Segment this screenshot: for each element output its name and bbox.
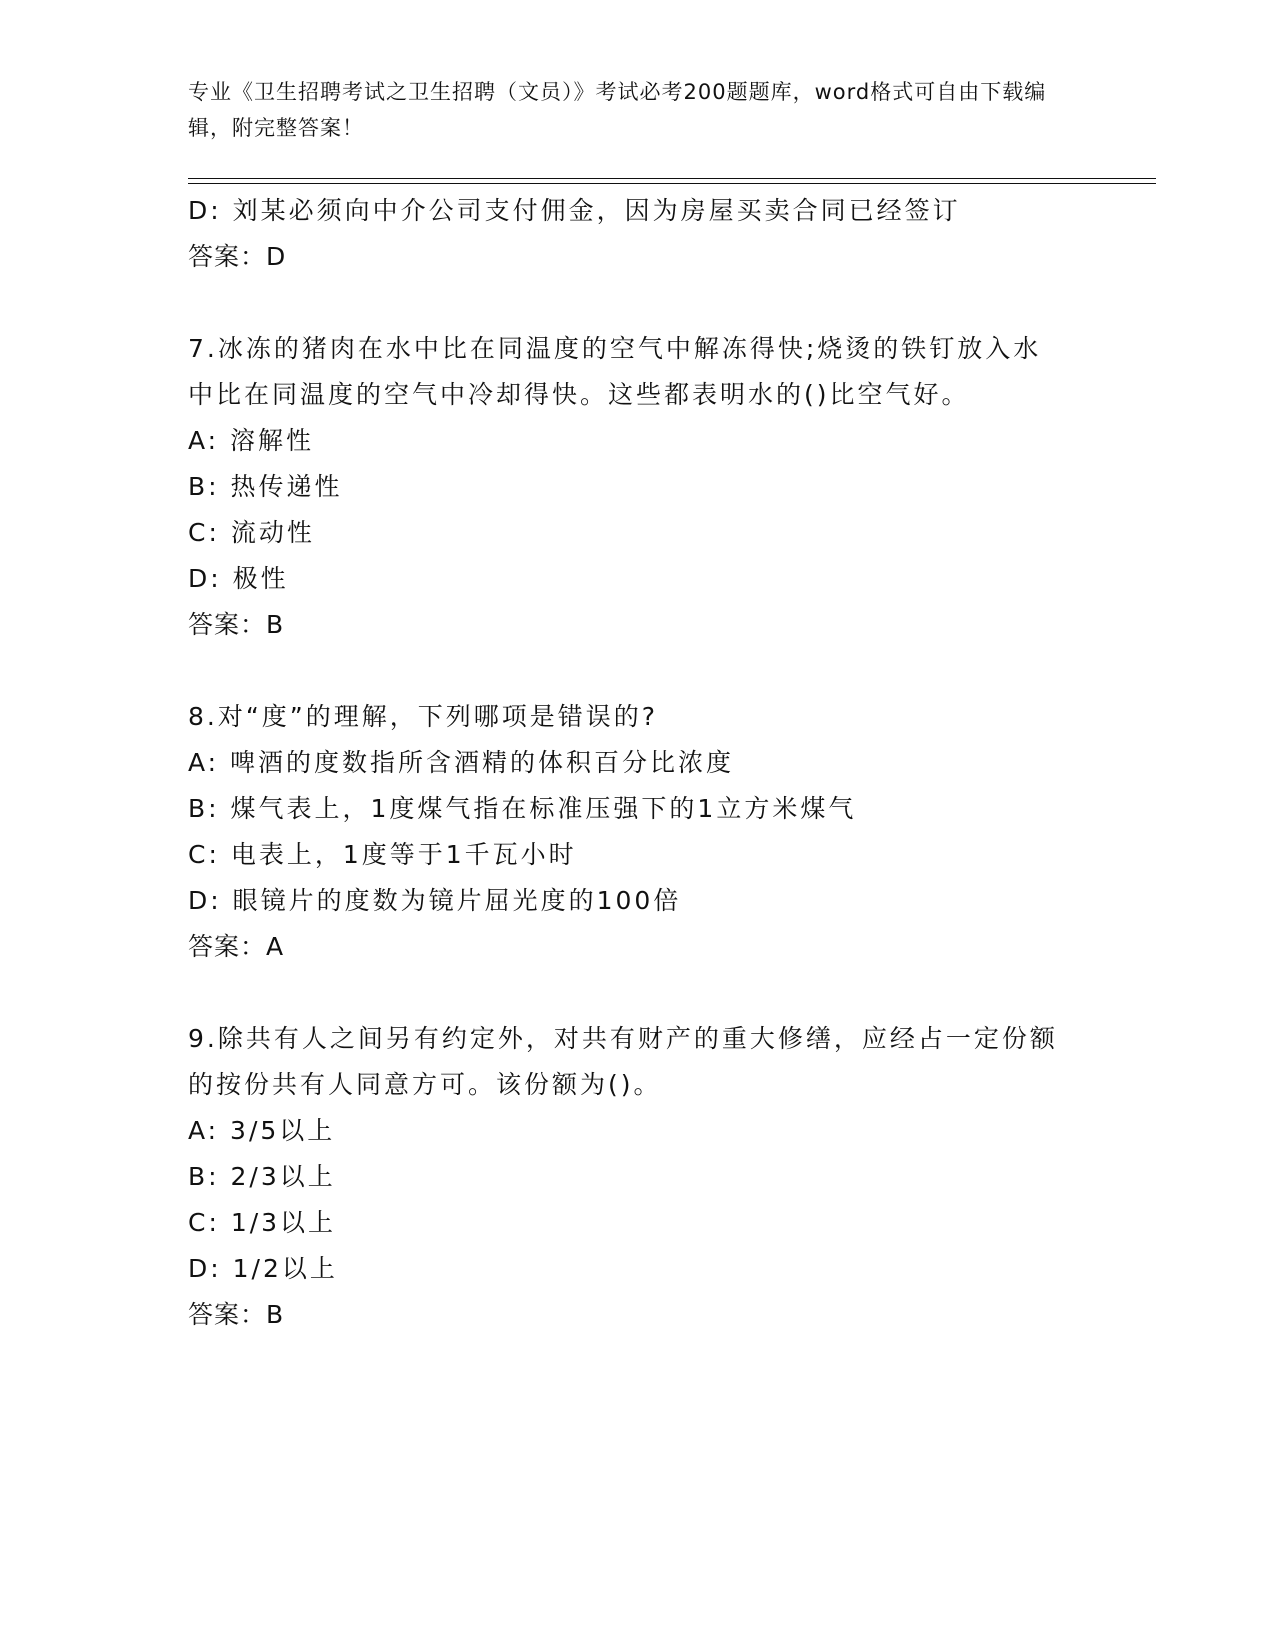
option-item: D: 1/2以上 bbox=[188, 1254, 338, 1283]
option-item: C: 流动性 bbox=[188, 518, 315, 547]
document-header: 专业《卫生招聘考试之卫生招聘（文员）》考试必考200题题库，word格式可自由下载编辑，附完整答案！ bbox=[188, 80, 1047, 140]
option-item: D: 刘某必须向中介公司支付佣金，因为房屋买卖合同已经签订 bbox=[188, 196, 961, 225]
carryover-block bbox=[188, 188, 1088, 280]
question-stem: 9.除共有人之间另有约定外，对共有财产的重大修缮，应经占一定份额的按份共有人同意方可。该份额为()。 bbox=[188, 1024, 1058, 1099]
option-item: A: 3/5以上 bbox=[188, 1116, 336, 1145]
answer-line: 答案：A bbox=[188, 932, 285, 961]
option-item: D: 极性 bbox=[188, 564, 289, 593]
header-divider-top bbox=[188, 178, 1156, 179]
question-8 bbox=[188, 694, 1088, 970]
option-item: B: 热传递性 bbox=[188, 472, 343, 501]
question-9 bbox=[188, 1016, 1088, 1338]
option-item: C: 1/3以上 bbox=[188, 1208, 337, 1237]
option-item: A: 溶解性 bbox=[188, 426, 315, 455]
question-stem: 8.对“度”的理解，下列哪项是错误的? bbox=[188, 702, 659, 731]
option-item: B: 煤气表上，1度煤气指在标准压强下的1立方米煤气 bbox=[188, 794, 857, 823]
option-item: C: 电表上，1度等于1千瓦小时 bbox=[188, 840, 577, 869]
answer-line: 答案：B bbox=[188, 1300, 285, 1329]
question-list bbox=[188, 188, 1088, 1338]
question-stem: 7.冰冻的猪肉在水中比在同温度的空气中解冻得快;烧烫的铁钉放入水中比在同温度的空气中冷却得快。这些都表明水的()比空气好。 bbox=[188, 334, 1042, 409]
answer-line: 答案：D bbox=[188, 242, 287, 271]
option-item: B: 2/3以上 bbox=[188, 1162, 336, 1191]
option-item: D: 眼镜片的度数为镜片屈光度的100倍 bbox=[188, 886, 682, 915]
question-7 bbox=[188, 326, 1088, 648]
answer-line: 答案：B bbox=[188, 610, 285, 639]
header-divider-bottom bbox=[188, 183, 1156, 184]
option-item: A: 啤酒的度数指所含酒精的体积百分比浓度 bbox=[188, 748, 735, 777]
